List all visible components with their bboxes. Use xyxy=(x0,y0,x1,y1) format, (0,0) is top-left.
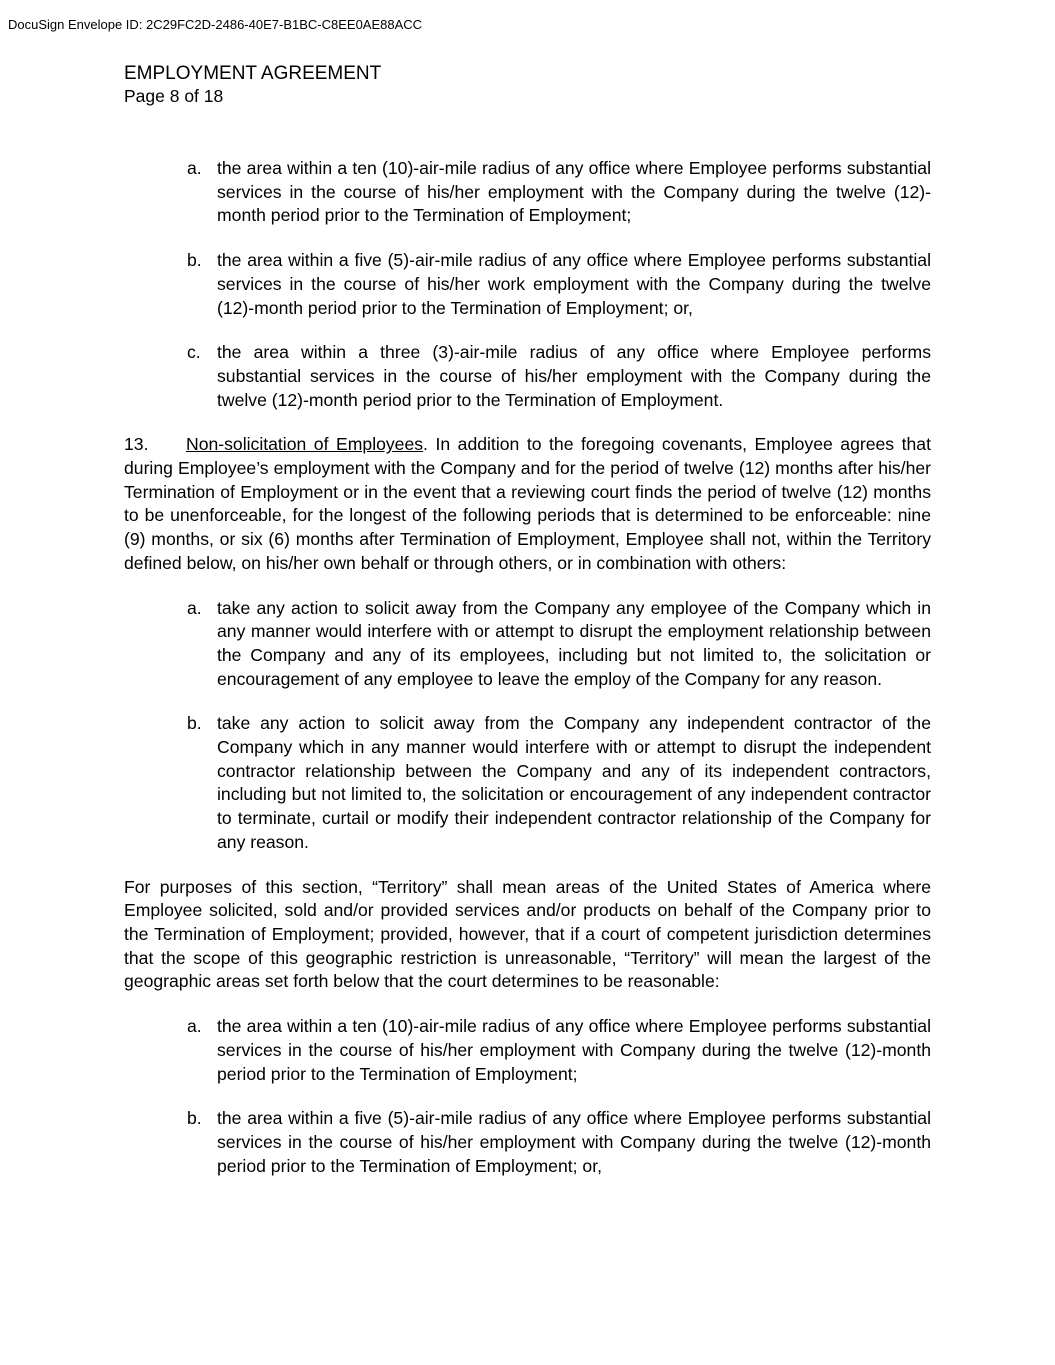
section-text: . In addition to the foregoing covenants, Employee agrees that during Employee’s employment with the Company and for the period of twelve (12) months after his/her Termination of Employment or in the event that a reviewing court finds the period of twelve (12) months to be unenforceable, for the longest of the following periods that is determined to be enforceable: nine (9) months, or six (6) months after Termination of Employment, Employee shall not, within the Territory defined below, on his/her own behalf or through others, or in combination with others: xyxy=(124,434,931,573)
section-13-paragraph xyxy=(124,433,931,575)
list-marker: b. xyxy=(187,1108,202,1129)
page-number: Page 8 of 18 xyxy=(124,86,224,106)
document-header xyxy=(124,63,381,107)
list-item xyxy=(124,597,931,692)
list-item xyxy=(124,249,931,320)
list-item-text: the area within a ten (10)-air-mile radius of any office where Employee performs substantial services in the course of his/her employment with the Company during the twelve (12)-month period prior to the Termination of Employment; xyxy=(217,158,931,226)
list-item xyxy=(124,1107,931,1178)
territory-radius-list-2 xyxy=(124,1015,931,1178)
non-solicitation-list xyxy=(124,597,931,855)
list-marker: a. xyxy=(187,597,202,618)
list-item xyxy=(124,1015,931,1086)
list-item-text: the area within a five (5)-air-mile radius of any office where Employee performs substantial services in the course of his/her employment with Company during the twelve (12)-month period prior to the Termination of Employment; or, xyxy=(217,1108,931,1176)
document-title: EMPLOYMENT AGREEMENT xyxy=(124,63,382,84)
section-title: Non-solicitation of Employees xyxy=(186,434,424,455)
list-item-text: the area within a ten (10)-air-mile radius of any office where Employee performs substantial services in the course of his/her employment with Company during the twelve (12)-month period prior to the Termination of Employment; xyxy=(217,1016,931,1084)
territory-definition-paragraph: For purposes of this section, “Territory” shall mean areas of the United States of America where Employee solicited, sold and/or provided services and/or products on behalf of the Company prior to the Termination of Employment; provided, however, that if a court of competent jurisdiction determines that the scope of this geographic restriction is unreasonable, “Territory” will mean the largest of the geographic areas set forth below that the court determines to be reasonable: xyxy=(124,876,931,992)
list-item-text: the area within a three (3)-air-mile radius of any office where Employee performs substantial services in the course of his/her employment with the Company during the twelve (12)-month period prior to the Termination of Employment. xyxy=(217,342,931,410)
list-marker: b. xyxy=(187,713,202,734)
document-body xyxy=(124,157,931,1199)
section-number: 13. xyxy=(124,434,149,455)
list-item-text: take any action to solicit away from the Company any independent contractor of the Company which in any manner would interfere with or attempt to disrupt the independent contractor relationship between the Company and any of its independent contractors, including but not limited to, the solicitation or encouragement of any independent contractor to terminate, curtail or modify their independent contractor relationship of the Company for any reason. xyxy=(217,713,931,852)
list-item xyxy=(124,712,931,854)
list-item xyxy=(124,157,931,228)
list-marker: b. xyxy=(187,250,202,271)
list-item-text: take any action to solicit away from the Company any employee of the Company which in any manner would interfere with or attempt to disrupt the employment relationship between the Company and any of its employees, including but not limited to, the solicitation or encouragement of any employee to leave the employ of the Company for any reason. xyxy=(217,597,931,689)
list-item xyxy=(124,341,931,412)
territory-radius-list-1 xyxy=(124,157,931,412)
list-marker: a. xyxy=(187,1016,202,1037)
docusign-envelope-id: DocuSign Envelope ID: 2C29FC2D-2486-40E7-B1BC-C8EE0AE88ACC xyxy=(8,17,423,32)
list-item-text: the area within a five (5)-air-mile radius of any office where Employee performs substantial services in the course of his/her work employment with the Company during the twelve (12)-month period prior to the Termination of Employment; or, xyxy=(217,250,931,318)
list-marker: c. xyxy=(187,342,201,363)
list-marker: a. xyxy=(187,158,202,178)
